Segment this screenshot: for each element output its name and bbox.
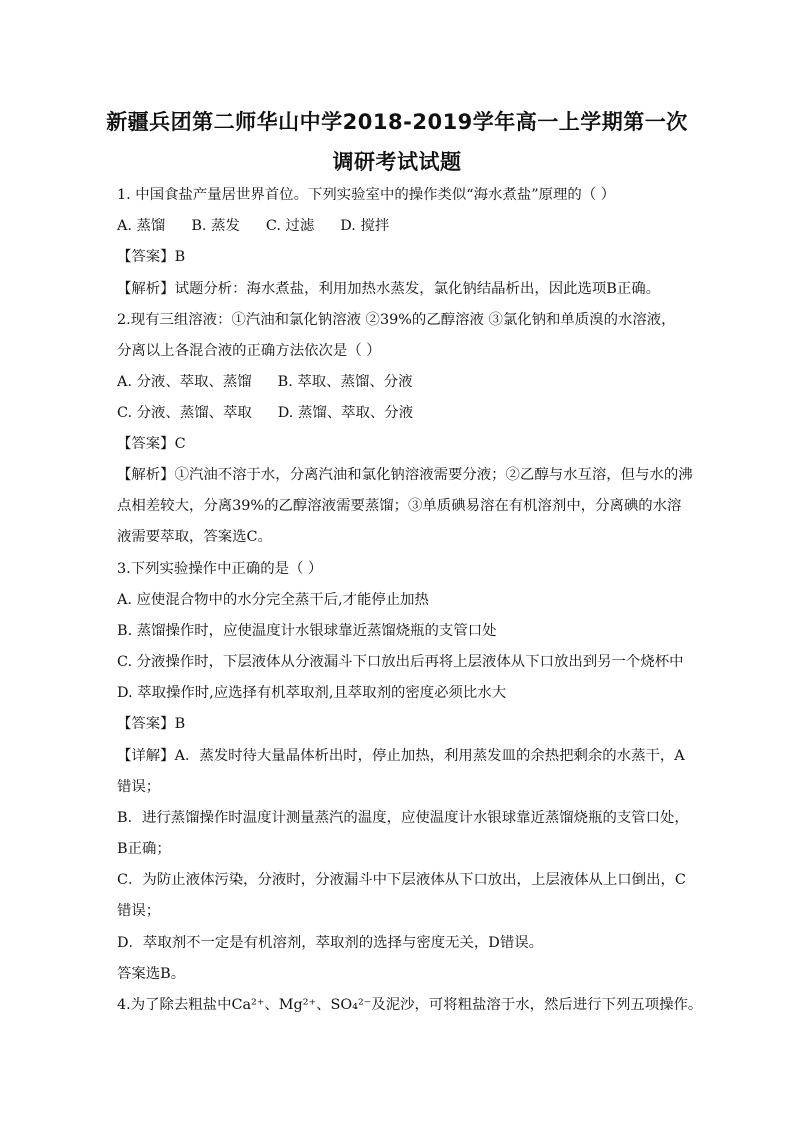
q3-option-c: C. 分液操作时，下层液体从分液漏斗下口放出后再将上层液体从下口放出到另一个烧杯中 xyxy=(117,654,684,670)
q1-stem: 1. 中国食盐产量居世界首位。下列实验室中的操作类似“海水煮盐”原理的（ ） xyxy=(117,187,616,203)
q2-answer: 【答案】C xyxy=(117,436,186,452)
q2-options-row-2 xyxy=(117,403,439,423)
q3-detail-line-5: C．为防止液体污染，分液时，分液漏斗中下层液体从下口放出，上层液体从上口倒出，C xyxy=(117,872,686,888)
q2-analysis-line-3: 液需要萃取，答案选C。 xyxy=(117,529,272,545)
q2-analysis-line-1: 【解析】①汽油不溶于水，分离汽油和氯化钠溶液需要分液；②乙醇与水互溶，但与水的沸 xyxy=(117,467,693,483)
q1-option-b: B. 蒸发 xyxy=(191,218,240,234)
q1-option-a: A. 蒸馏 xyxy=(117,218,166,234)
q4-stem: 4.为了除去粗盐中Ca²⁺、Mg²⁺、SO₄²⁻及泥沙，可将粗盐溶于水，然后进行下列五项操作。 xyxy=(117,997,703,1013)
q2-option-b: B. 萃取、蒸馏、分液 xyxy=(277,374,413,390)
q3-conclusion: 答案选B。 xyxy=(117,966,186,982)
q3-detail-line-4: B正确； xyxy=(117,841,171,857)
q2-option-c: C. 分液、蒸馏、萃取 xyxy=(117,405,252,421)
q1-options xyxy=(117,216,415,236)
q2-options-row-1 xyxy=(117,372,439,392)
q3-detail-line-2: 错误； xyxy=(117,779,161,795)
q3-answer: 【答案】B xyxy=(117,716,186,732)
q2-analysis-line-2: 点相差较大，分离39%的乙醇溶液需要蒸馏；③单质碘易溶在有机溶剂中，分离碘的水溶 xyxy=(117,498,682,514)
document-title-line-2: 调研考试试题 xyxy=(332,150,462,174)
q3-option-a: A. 应使混合物中的水分完全蒸干后,才能停止加热 xyxy=(117,592,429,608)
q2-stem-line-1: 2.现有三组溶液：①汽油和氯化钠溶液 ②39%的乙醇溶液 ③氯化钠和单质溴的水溶液， xyxy=(117,312,676,328)
q1-answer: 【答案】B xyxy=(117,249,186,265)
q1-analysis: 【解析】试题分析：海水煮盐，利用加热水蒸发，氯化钠结晶析出，因此选项B正确。 xyxy=(117,281,661,297)
q1-option-c: C. 过滤 xyxy=(265,218,315,234)
q3-detail-line-6: 错误； xyxy=(117,903,161,919)
q2-option-a: A. 分液、萃取、蒸馏 xyxy=(117,374,252,390)
q3-stem: 3.下列实验操作中正确的是（ ） xyxy=(117,561,323,577)
document-title-line-1: 新疆兵团第二师华山中学2018-2019学年高一上学期第一次 xyxy=(106,110,688,134)
q2-option-d: D. 蒸馏、萃取、分液 xyxy=(277,405,414,421)
q1-option-d: D. 搅拌 xyxy=(340,218,390,234)
q2-stem-line-2: 分离以上各混合液的正确方法依次是（ ） xyxy=(117,343,381,359)
q3-option-b: B. 蒸馏操作时，应使温度计水银球靠近蒸馏烧瓶的支管口处 xyxy=(117,623,497,639)
q3-detail-line-7: D．萃取剂不一定是有机溶剂，萃取剂的选择与密度无关，D错误。 xyxy=(117,935,544,951)
q3-detail-line-3: B．进行蒸馏操作时温度计测量蒸汽的温度，应使温度计水银球靠近蒸馏烧瓶的支管口处， xyxy=(117,810,689,826)
q3-detail-line-1: 【详解】A．蒸发时待大量晶体析出时，停止加热，利用蒸发皿的余热把剩余的水蒸干，A xyxy=(117,748,685,764)
q3-option-d: D. 萃取操作时,应选择有机萃取剂,且萃取剂的密度必须比水大 xyxy=(117,685,507,701)
